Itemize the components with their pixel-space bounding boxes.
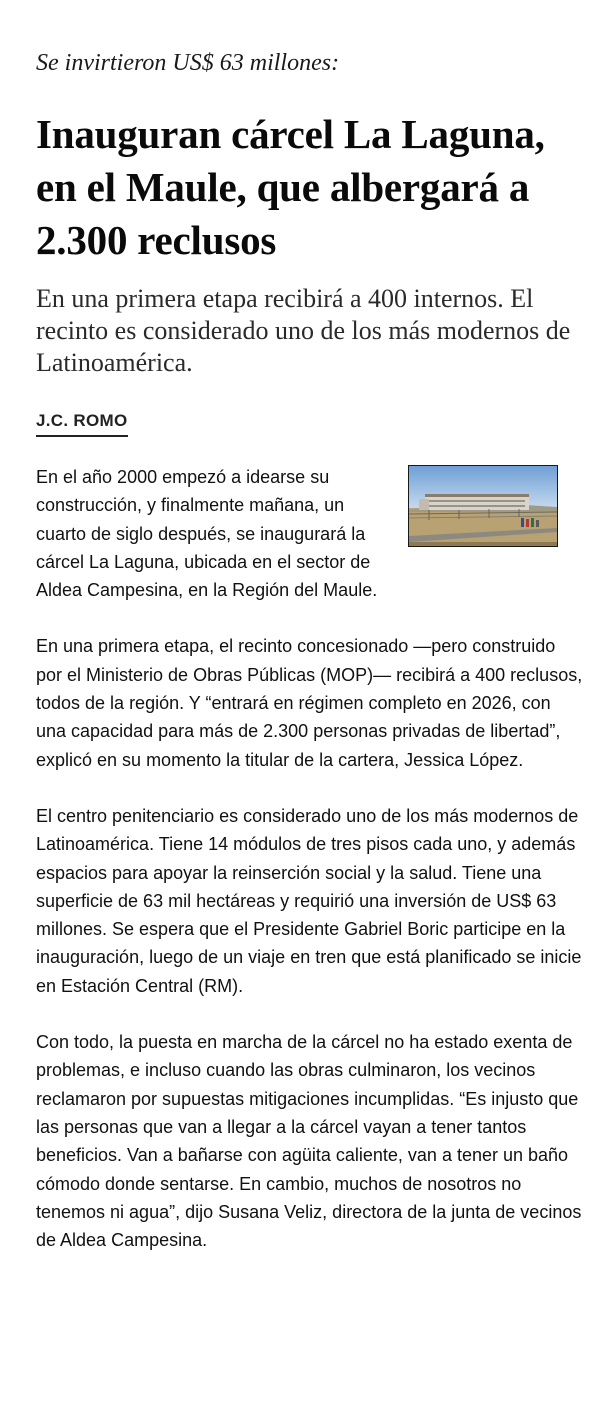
- paragraph: En una primera etapa, el recinto concesionado —pero construido por el Ministerio de Obras Públicas (MOP)— recibirá a 400 reclusos, todos de la región. Y “entrará en régimen completo en 2026, con una capacidad para más de 2.300 personas privadas de libertad”, explicó en su momento la titular de la cartera, Jessica López.: [36, 636, 583, 770]
- article-body: [36, 463, 584, 1282]
- paragraph: En el año 2000 empezó a idearse su construcción, y finalmente mañana, un cuarto de siglo después, se inaugurará la cárcel La Laguna, ubicada en el sector de Aldea Campesina, en la Región del Maule.: [36, 467, 378, 601]
- article-kicker: Se invirtieron US$ 63 millones:: [36, 50, 340, 76]
- paragraph: El centro penitenciario es considerado uno de los más modernos de Latinoamérica. Tiene 14 módulos de tres pisos cada uno, y además espacios para apoyar la reinserción social y la salud. Tiene una superficie de 63 mil hectáreas y requirió una inversión de US$ 63 millones. Se espera que el Presidente Gabriel Boric participe en la inauguración, luego de un viaje en tren que está planificado se inicie en Estación Central (RM).: [36, 805, 582, 996]
- article-byline[interactable]: J.C. ROMO: [36, 411, 128, 437]
- paragraph: Con todo, la puesta en marcha de la cárcel no ha estado exenta de problemas, e incluso cuando las obras culminaron, los vecinos reclamaron por supuestas mitigaciones incumplidas. “Es injusto que las personas que van a llegar a la cárcel vayan a tener tantos beneficios. Van a bañarse con agüita caliente, van a tener un baño cómodo donde sentarse. En cambio, muchos de nosotros no tenemos ni agua”, dijo Susana Veliz, directora de la junta de vecinos de Aldea Campesina.: [36, 1032, 582, 1251]
- article-headline: Inauguran cárcel La Laguna, en el Maule, que albergará a 2.300 reclusos: [36, 111, 545, 263]
- prison-photo[interactable]: [408, 465, 558, 547]
- prison-photo-image: [409, 466, 557, 546]
- article-deck: En una primera etapa recibirá a 400 internos. El recinto es considerado uno de los más modernos de Latinoamérica.: [36, 284, 571, 377]
